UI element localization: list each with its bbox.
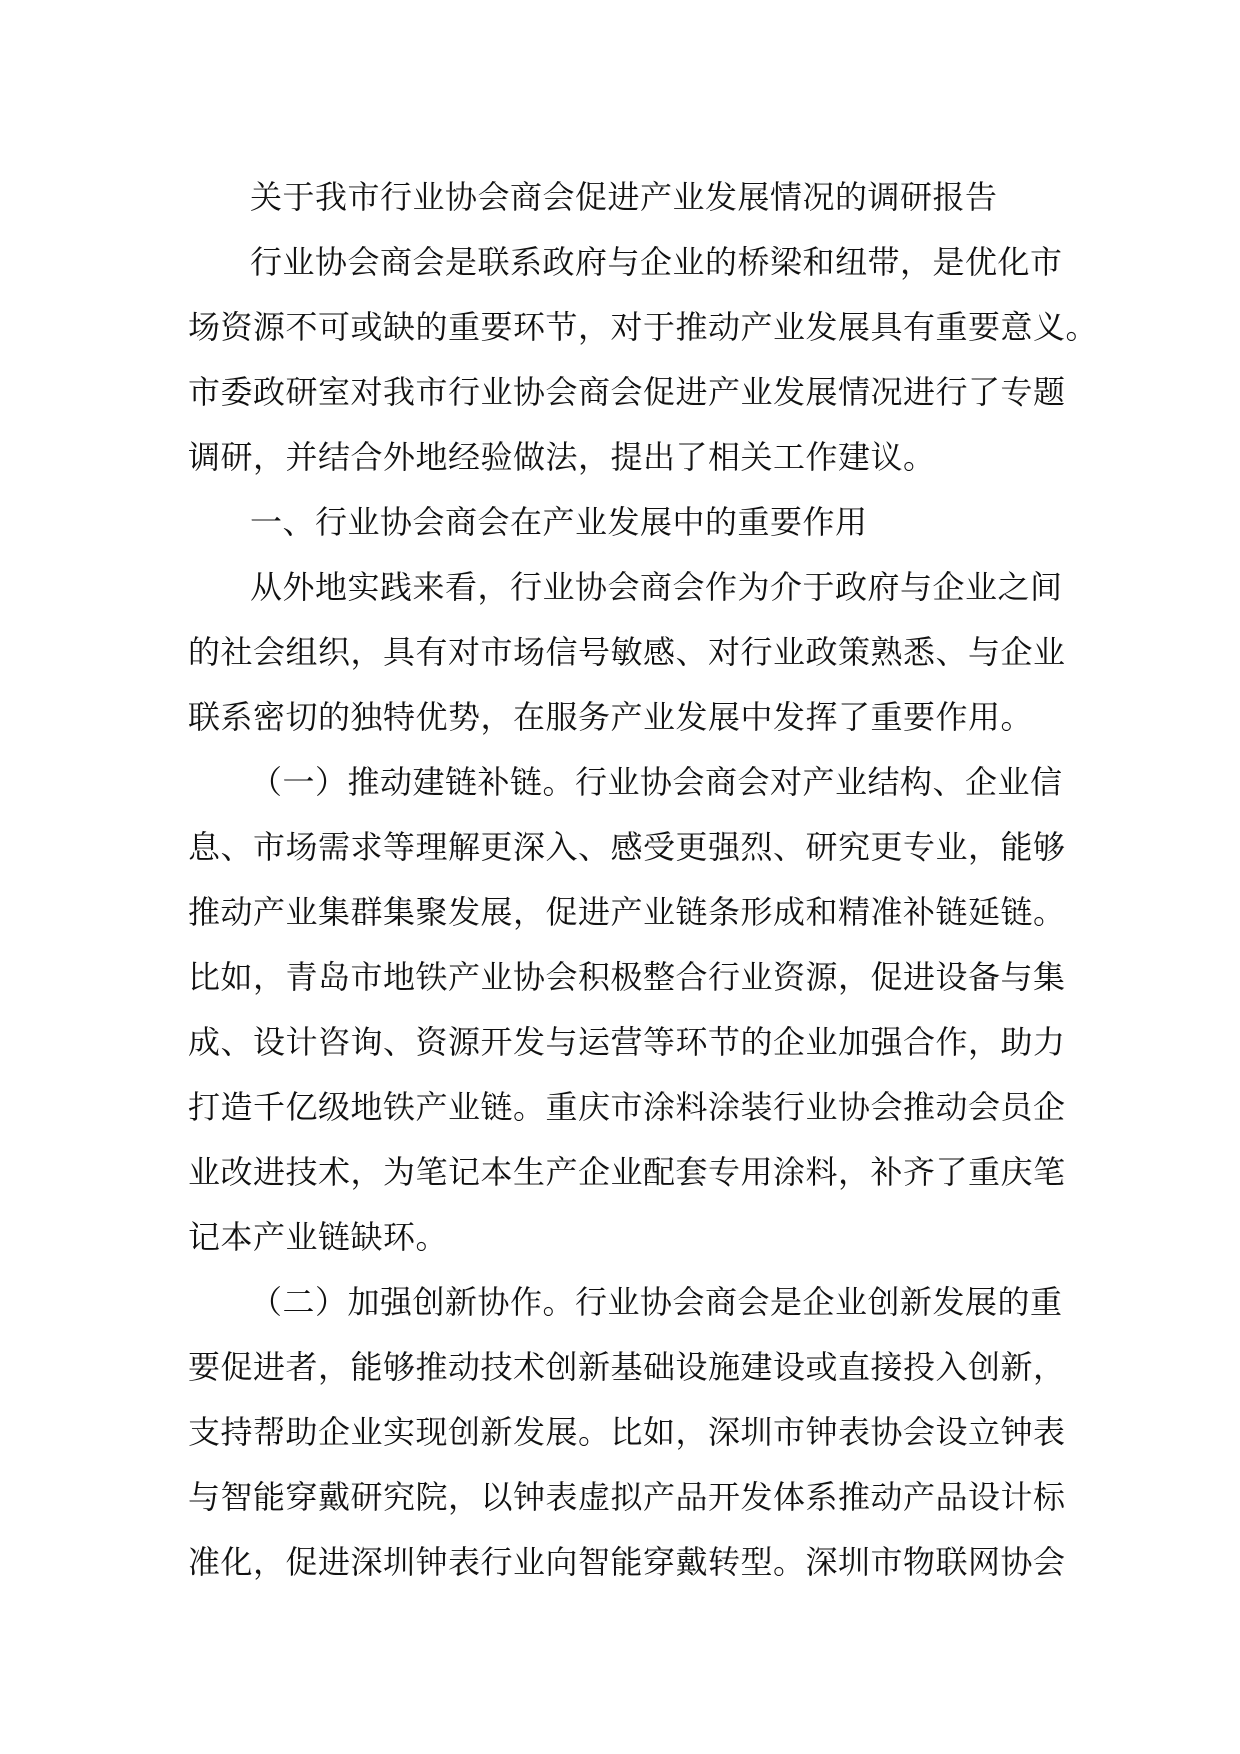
paragraph-line: 准化，促进深圳钟表行业向智能穿戴转型。深圳市物联网协会 bbox=[188, 1543, 1066, 1581]
paragraph-line: 调研，并结合外地经验做法，提出了相关工作建议。 bbox=[188, 438, 936, 476]
paragraph-line: 与智能穿戴研究院，以钟表虚拟产品开发体系推动产品设计标 bbox=[188, 1478, 1066, 1516]
paragraph-line: （二）加强创新协作。行业协会商会是企业创新发展的重 bbox=[250, 1283, 1063, 1321]
paragraph-line: 记本产业链缺环。 bbox=[188, 1218, 449, 1256]
paragraph-line: 业改进技术，为笔记本生产企业配套专用涂料，补齐了重庆笔 bbox=[188, 1153, 1066, 1191]
paragraph-line: 从外地实践来看，行业协会商会作为介于政府与企业之间 bbox=[250, 568, 1063, 606]
paragraph-line: 打造千亿级地铁产业链。重庆市涂料涂装行业协会推动会员企 bbox=[188, 1088, 1066, 1126]
paragraph-line: 支持帮助企业实现创新发展。比如，深圳市钟表协会设立钟表 bbox=[188, 1413, 1066, 1451]
paragraph-line: 的社会组织，具有对市场信号敏感、对行业政策熟悉、与企业 bbox=[188, 633, 1066, 671]
paragraph-line: 要促进者，能够推动技术创新基础设施建设或直接投入创新， bbox=[188, 1348, 1066, 1386]
paragraph-line: 场资源不可或缺的重要环节，对于推动产业发展具有重要意义。 bbox=[188, 308, 1099, 346]
paragraph-line: 推动产业集群集聚发展，促进产业链条形成和精准补链延链。 bbox=[188, 893, 1066, 931]
paragraph-line: 比如，青岛市地铁产业协会积极整合行业资源，促进设备与集 bbox=[188, 958, 1066, 996]
section-heading: 一、行业协会商会在产业发展中的重要作用 bbox=[250, 503, 868, 541]
paragraph-line: 成、设计咨询、资源开发与运营等环节的企业加强合作，助力 bbox=[188, 1023, 1066, 1061]
paragraph-line: （一）推动建链补链。行业协会商会对产业结构、企业信 bbox=[250, 763, 1063, 801]
paragraph-line: 息、市场需求等理解更深入、感受更强烈、研究更专业，能够 bbox=[188, 828, 1066, 866]
paragraph-line: 市委政研室对我市行业协会商会促进产业发展情况进行了专题 bbox=[188, 373, 1066, 411]
document-title: 关于我市行业协会商会促进产业发展情况的调研报告 bbox=[250, 178, 998, 216]
paragraph-line: 行业协会商会是联系政府与企业的桥梁和纽带，是优化市 bbox=[250, 243, 1063, 281]
paragraph-line: 联系密切的独特优势，在服务产业发展中发挥了重要作用。 bbox=[188, 698, 1034, 736]
